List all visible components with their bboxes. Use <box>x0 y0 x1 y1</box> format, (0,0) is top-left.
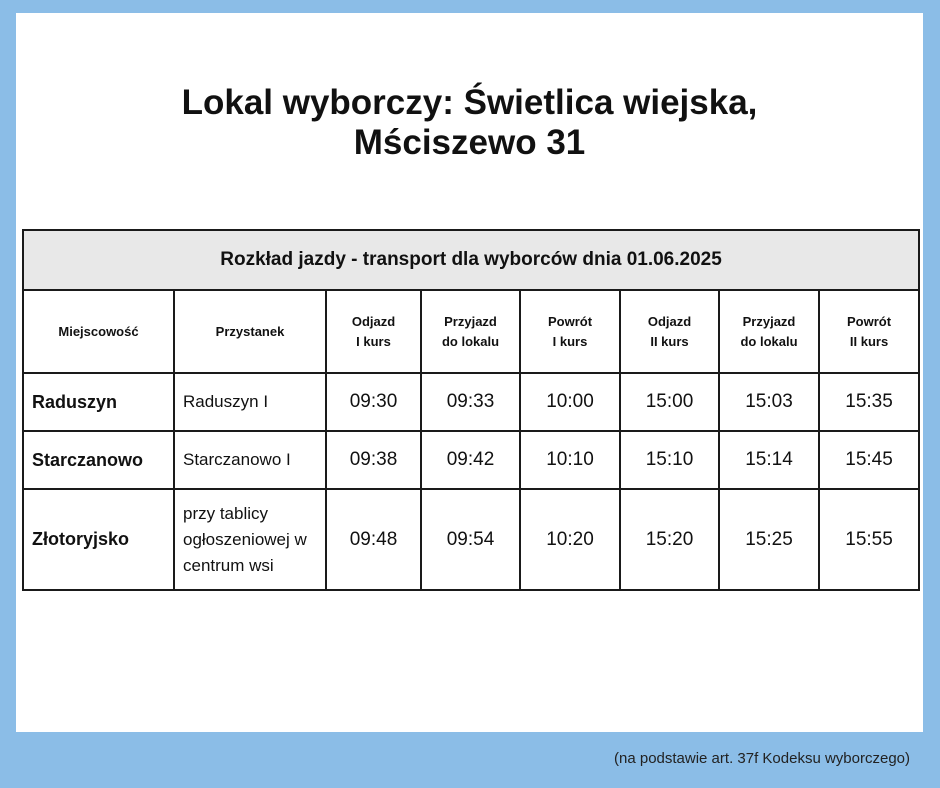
time-cell: 09:33 <box>421 373 520 431</box>
time-cell: 15:14 <box>719 431 819 489</box>
time-cell: 15:10 <box>620 431 719 489</box>
table-row <box>23 431 919 489</box>
page-title <box>16 83 923 163</box>
header-powrot-1: Powrót I kurs <box>520 290 620 373</box>
title-line-2: Mściszewo 31 <box>353 123 586 162</box>
legal-footnote: (na podstawie art. 37f Kodeksu wyborczego) <box>614 750 910 767</box>
time-cell: 09:30 <box>326 373 421 431</box>
time-cell: 15:55 <box>819 489 919 590</box>
header-przyjazd-2: Przyjazd do lokalu <box>719 290 819 373</box>
stop-cell: Raduszyn I <box>174 373 326 431</box>
stop-cell: przy tablicy ogłoszeniowej w centrum wsi <box>174 489 326 590</box>
header-przyjazd-1: Przyjazd do lokalu <box>421 290 520 373</box>
table-row <box>23 373 919 431</box>
time-cell: 15:35 <box>819 373 919 431</box>
time-cell: 10:20 <box>520 489 620 590</box>
header-miejscowosc: Miejscowość <box>23 290 174 373</box>
time-cell: 10:00 <box>520 373 620 431</box>
place-cell: Starczanowo <box>23 431 174 489</box>
time-cell: 09:54 <box>421 489 520 590</box>
time-cell: 15:03 <box>719 373 819 431</box>
title-line-1: Lokal wyborczy: Świetlica wiejska, <box>181 83 758 122</box>
place-cell: Złotoryjsko <box>23 489 174 590</box>
header-odjazd-2: Odjazd II kurs <box>620 290 719 373</box>
stop-cell: Starczanowo I <box>174 431 326 489</box>
header-przystanek: Przystanek <box>174 290 326 373</box>
table-row <box>23 489 919 590</box>
time-cell: 09:38 <box>326 431 421 489</box>
time-cell: 15:20 <box>620 489 719 590</box>
time-cell: 09:48 <box>326 489 421 590</box>
time-cell: 15:25 <box>719 489 819 590</box>
place-cell: Raduszyn <box>23 373 174 431</box>
time-cell: 15:00 <box>620 373 719 431</box>
header-odjazd-1: Odjazd I kurs <box>326 290 421 373</box>
header-powrot-2: Powrót II kurs <box>819 290 919 373</box>
time-cell: 09:42 <box>421 431 520 489</box>
table-header-row <box>23 290 919 373</box>
time-cell: 15:45 <box>819 431 919 489</box>
table-caption: Rozkład jazdy - transport dla wyborców dnia 01.06.2025 <box>23 230 919 290</box>
poster-card <box>16 13 923 732</box>
schedule-table <box>22 229 920 591</box>
time-cell: 10:10 <box>520 431 620 489</box>
